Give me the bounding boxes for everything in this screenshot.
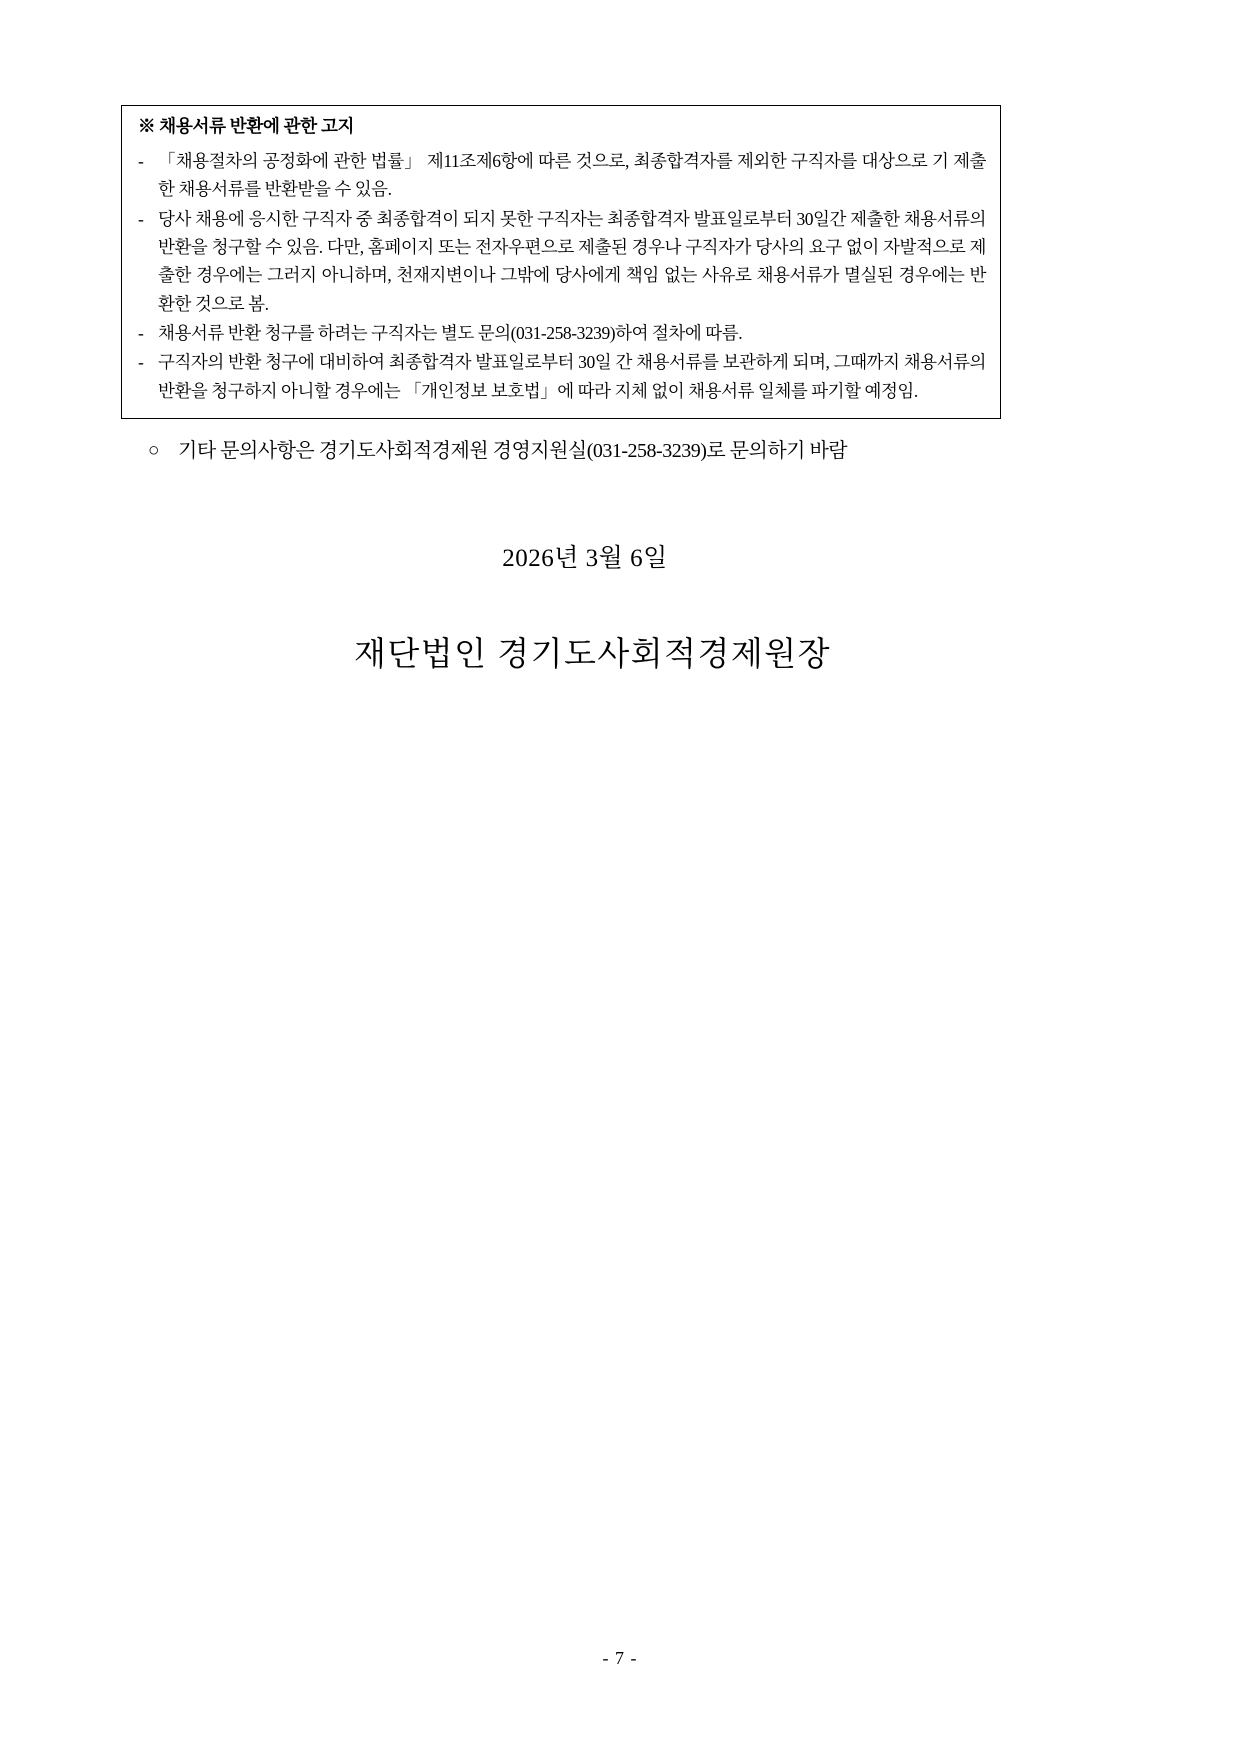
notice-list-item bbox=[136, 147, 986, 204]
page-number: - 7 - bbox=[602, 1648, 638, 1668]
circle-bullet-icon: ○ bbox=[148, 439, 159, 461]
notice-list-item-text: 당사 채용에 응시한 구직자 중 최종합격이 되지 못한 구직자는 최종합격자 발표일로부터 30일간 제출한 채용서류의 반환을 청구할 수 있음. 다만, 홈페이지 또는 전자우편으로 제출된 경우나 구직자가 당사의 요구 없이 자발적으로 제출한 경우에는 그러지 아니하며, 천재지변이나 그밖에 당사에게 책임 없는 사유로 채용서류가 멸실된 경우에는 반환한 것으로 봄. bbox=[158, 208, 986, 314]
dash-marker: - bbox=[138, 150, 144, 171]
notice-list-item bbox=[136, 205, 986, 318]
notice-list-item bbox=[136, 319, 986, 347]
notice-list-item bbox=[136, 348, 986, 405]
notice-box-title: ※ 채용서류 반환에 관한 고지 bbox=[138, 116, 355, 136]
notice-list-item-text: 「채용절차의 공정화에 관한 법률」 제11조제6항에 따른 것으로, 최종합격자를 제외한 구직자를 대상으로 기 제출한 채용서류를 반환받을 수 있음. bbox=[158, 150, 986, 200]
inquiry-text: 기타 문의사항은 경기도사회적경제원 경영지원실(031-258-3239)로 문의하기 바람 bbox=[178, 439, 848, 462]
dash-marker: - bbox=[138, 208, 144, 229]
notice-item-list bbox=[136, 147, 986, 405]
document-date: 2026년 3월 6일 bbox=[502, 544, 668, 572]
notice-box bbox=[121, 105, 1001, 419]
dash-marker: - bbox=[138, 352, 144, 373]
document-signature: 재단법인 경기도사회적경제원장 bbox=[353, 636, 832, 673]
notice-list-item-text: 구직자의 반환 청구에 대비하여 최종합격자 발표일로부터 30일 간 채용서류를 보관하게 되며, 그때까지 채용서류의 반환을 청구하지 아니할 경우에는 「개인정보 보호법」에 따라 지체 없이 채용서류 일체를 파기할 예정임. bbox=[158, 352, 986, 401]
inquiry-paragraph bbox=[148, 436, 1028, 468]
notice-list-item-text: 채용서류 반환 청구를 하려는 구직자는 별도 문의(031-258-3239)하여 절차에 따름. bbox=[158, 322, 743, 343]
dash-marker: - bbox=[138, 322, 144, 343]
